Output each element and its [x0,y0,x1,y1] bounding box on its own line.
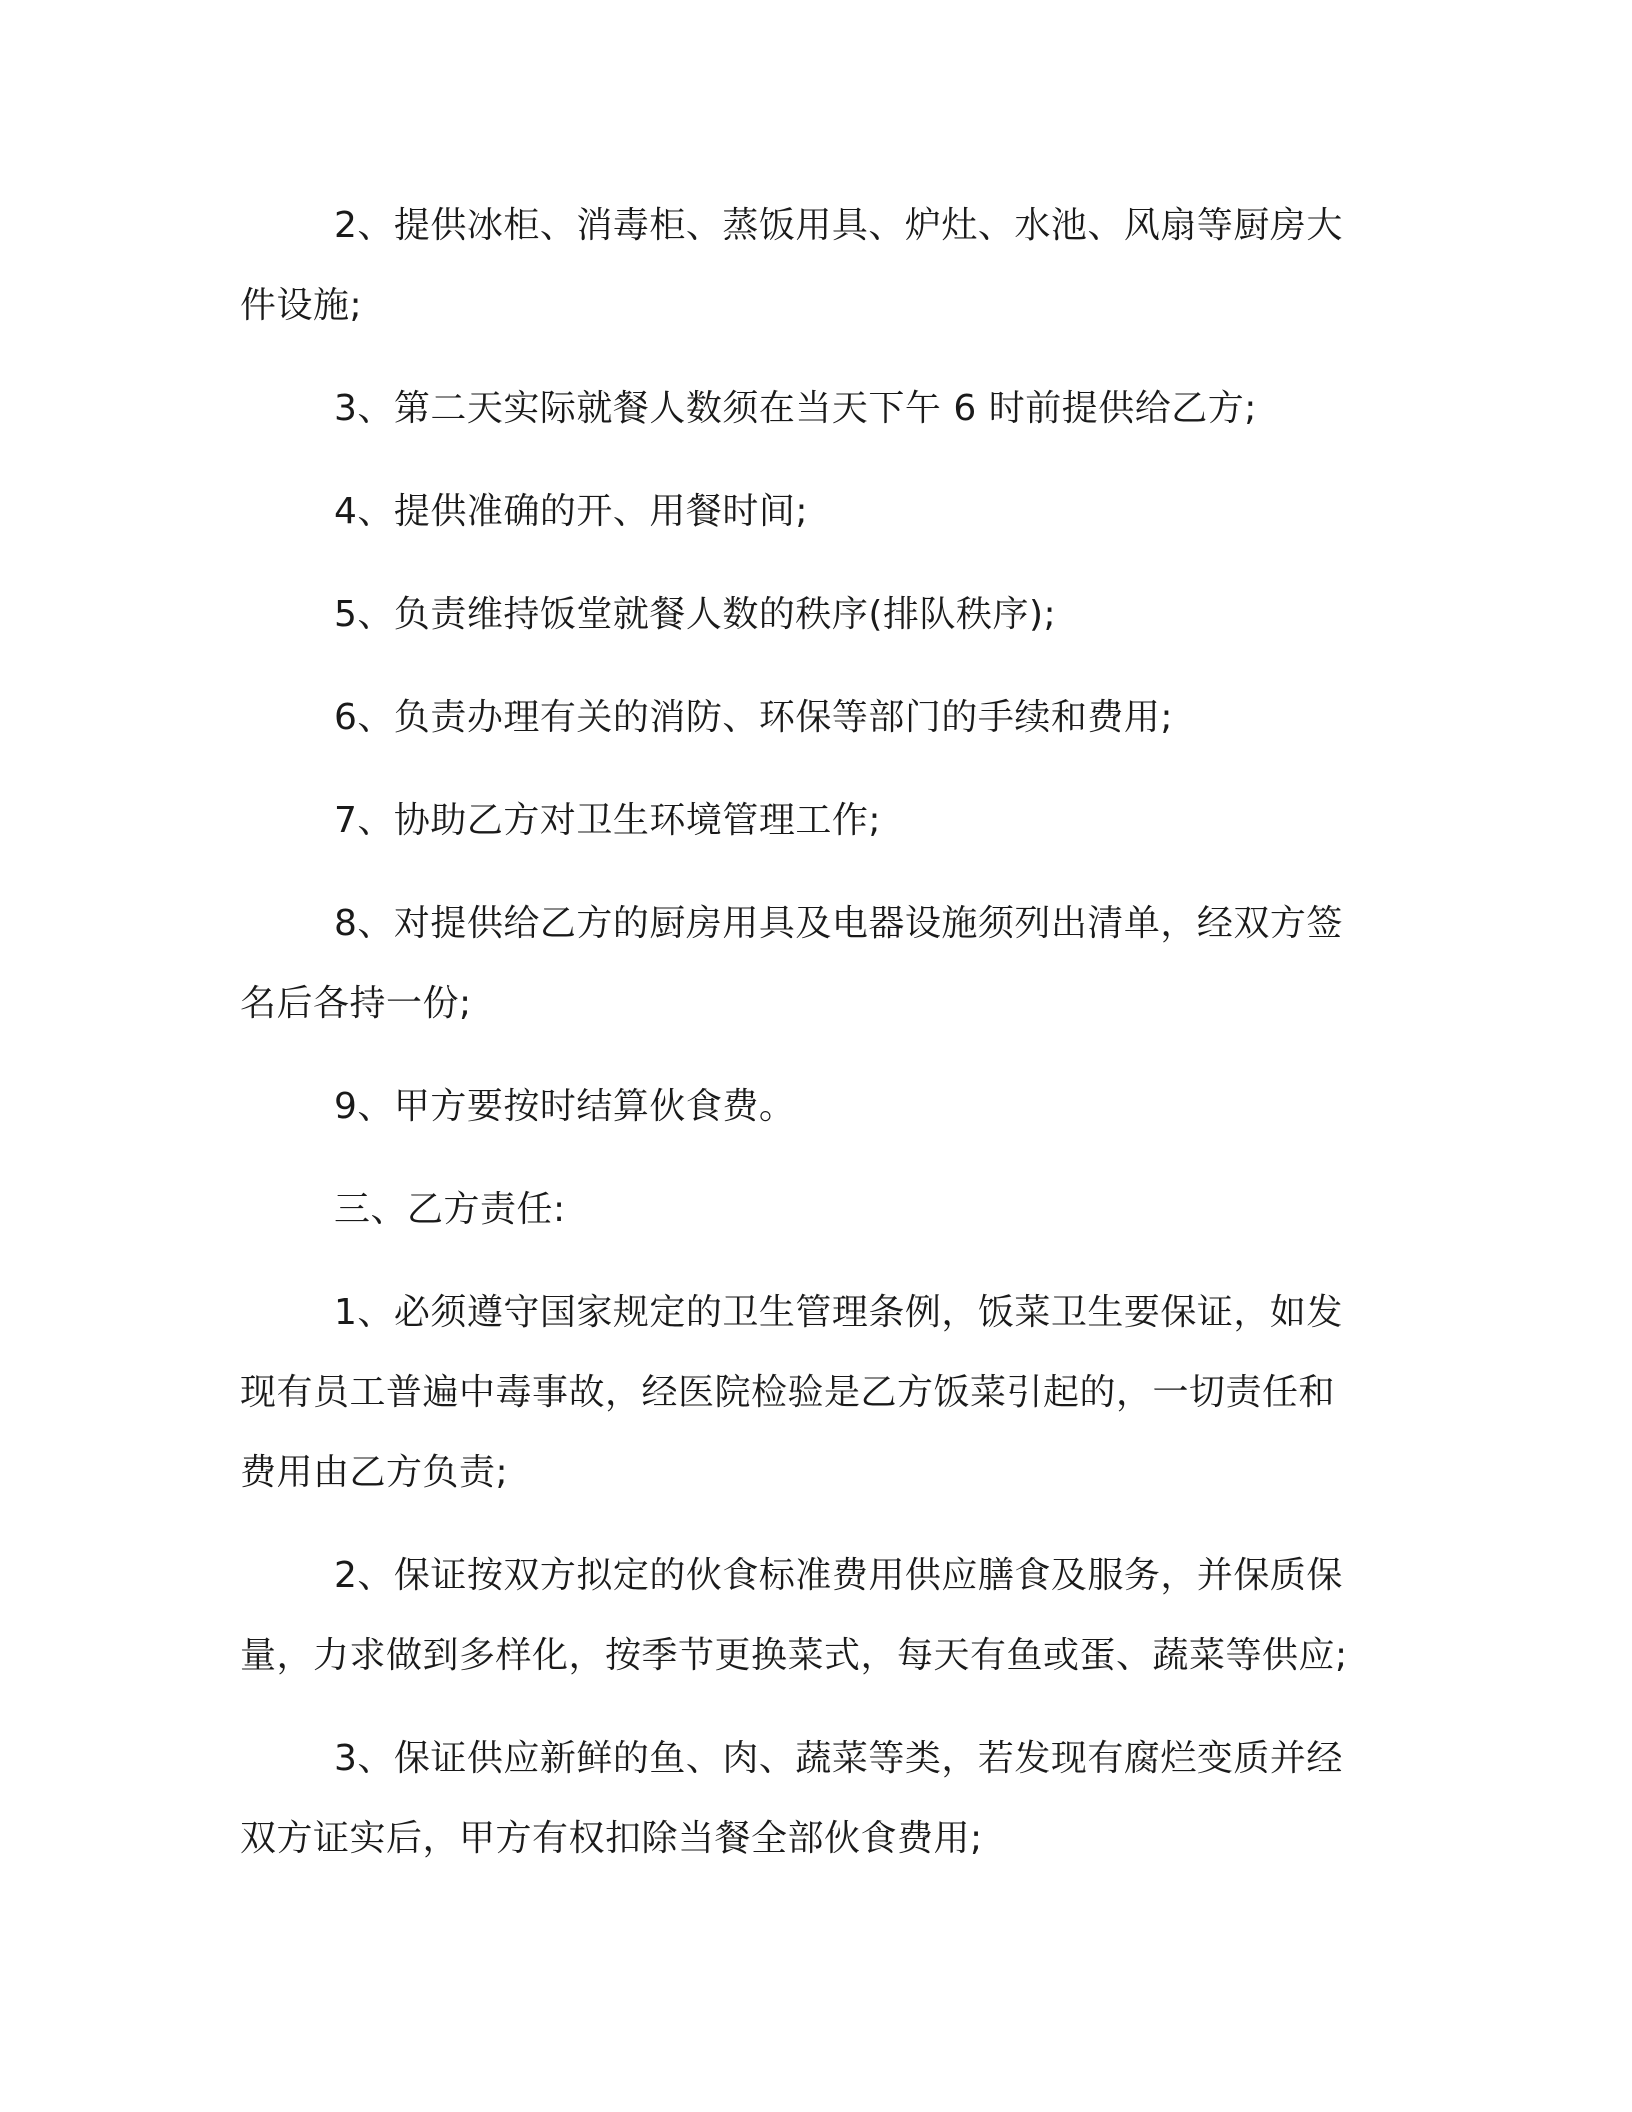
paragraph-item-3: 3、第二天实际就餐人数须在当天下午 6 时前提供给乙方; [334,388,1257,429]
paragraph-item-6: 6、负责办理有关的消防、环保等部门的手续和费用; [334,697,1174,738]
paragraph-item-2: 2、提供冰柜、消毒柜、蒸饭用具、炉灶、水池、风扇等厨房大件设施; [240,205,1343,326]
paragraph-item-5: 5、负责维持饭堂就餐人数的秩序(排队秩序); [334,594,1057,635]
section-heading: 三、乙方责任: [334,1189,566,1230]
paragraph-item-7: 7、协助乙方对卫生环境管理工作; [334,800,882,841]
paragraph-item-9: 9、甲方要按时结算伙食费。 [334,1086,796,1127]
paragraph-item-b2: 2、保证按双方拟定的伙食标准费用供应膳食及服务，并保质保量，力求做到多样化，按季节更换菜式，每天有鱼或蛋、蔬菜等供应; [240,1555,1348,1676]
paragraph-item-4: 4、提供准确的开、用餐时间; [334,491,809,532]
paragraph-item-b1: 1、必须遵守国家规定的卫生管理条例，饭菜卫生要保证，如发现有员工普遍中毒事故，经医院检验是乙方饭菜引起的，一切责任和费用由乙方负责; [240,1292,1343,1493]
paragraph-item-b3: 3、保证供应新鲜的鱼、肉、蔬菜等类，若发现有腐烂变质并经双方证实后，甲方有权扣除当餐全部伙食费用; [240,1738,1343,1859]
paragraph-item-8: 8、对提供给乙方的厨房用具及电器设施须列出清单，经双方签名后各持一份; [240,903,1343,1024]
document-page [240,186,1360,1902]
